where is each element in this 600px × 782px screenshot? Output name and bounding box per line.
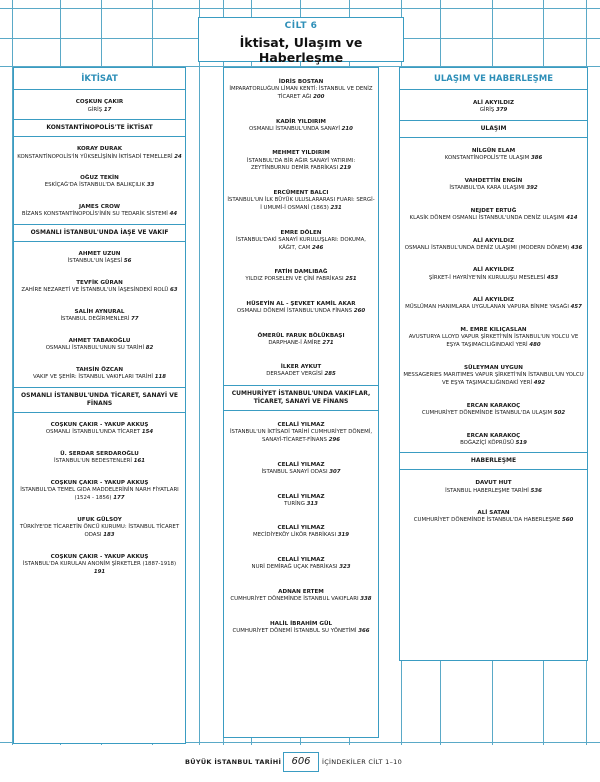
entry-author: DAVUT HUT	[475, 480, 512, 487]
entry-title: YILDIZ PORSELEN VE ÇİNİ FABRİKASI	[245, 276, 344, 283]
entry-title-line	[403, 517, 584, 525]
entry-title-line	[17, 154, 182, 162]
toc-entry[interactable]	[400, 287, 587, 317]
entry-author: KADİR YILDIRIM	[275, 118, 327, 125]
toc-entry[interactable]	[224, 482, 378, 514]
entry-title-line	[17, 107, 182, 115]
toc-entry[interactable]	[224, 578, 378, 610]
section-heading: CUMHURİYET İSTANBUL'UNDA VAKIFLAR, TİCARET, SANAYİ VE FİNANS	[224, 385, 378, 411]
entry-page-number: 231	[330, 204, 342, 211]
toc-entry[interactable]	[224, 514, 378, 546]
entry-author: UFUK GÜLSOY	[77, 516, 122, 523]
entry-page-number: 210	[341, 125, 353, 132]
entry-page-number: 379	[495, 107, 508, 114]
entry-author: CELALİ YILMAZ	[277, 422, 325, 429]
toc-entry[interactable]	[400, 257, 587, 287]
toc-entry[interactable]	[224, 218, 378, 258]
entry-title-line	[17, 211, 182, 219]
entry-author: İDRİS BOSTAN	[278, 79, 324, 86]
toc-entry[interactable]	[224, 353, 378, 385]
entry-author: ERCAN KARAKOÇ	[466, 432, 521, 439]
entry-author: NİLGÜN ELAM	[471, 147, 516, 154]
toc-entry[interactable]	[224, 179, 378, 219]
entry-title: KLASİK DÖNEM OSMANLI İSTANBUL'UNDA DENİZ ULAŞIMI	[409, 214, 565, 221]
entry-page-number: 183	[103, 531, 115, 538]
entry-author: CELALİ YILMAZ	[277, 461, 325, 468]
entry-title-line	[227, 596, 375, 604]
entry-title-line	[17, 561, 182, 577]
entry-title-line	[17, 487, 182, 503]
entry-title: İSTANBUL'DA BİR AĞIR SANAYİ YATIRIMI: ZEYTİNBURNU DEMİR FABRİKASI	[246, 157, 356, 172]
entry-title-line	[403, 372, 584, 388]
entry-author: AHMET UZUN	[78, 251, 121, 258]
toc-entry[interactable]	[14, 544, 185, 581]
entry-title-line	[403, 107, 584, 115]
entry-title-line	[227, 197, 375, 213]
entry-author: SÜLEYMAN UYGUN	[464, 364, 523, 371]
entry-page-number: 502	[553, 409, 566, 416]
entry-page-number: 271	[322, 339, 334, 346]
toc-entry[interactable]	[14, 358, 185, 387]
entry-title: AVUSTURYA LLOYD VAPUR ŞİRKETİ'NİN İSTANBUL'UN YOLCU VE EŞYA TAŞIMACILIĞINDAKİ YERİ	[408, 334, 579, 349]
column-middle	[223, 67, 379, 738]
entry-author: COŞKUN ÇAKIR - YAKUP AKKUŞ	[50, 480, 149, 487]
toc-entry[interactable]	[400, 90, 587, 120]
entry-title: İSTANBUL SANAYİ ODASI	[261, 468, 328, 475]
page-number: 606	[283, 752, 319, 772]
entry-page-number: 177	[113, 495, 125, 502]
entry-page-number: 386	[530, 155, 543, 162]
toc-entry[interactable]	[14, 166, 185, 195]
entry-title-line	[227, 126, 375, 134]
toc-entry[interactable]	[14, 507, 185, 544]
section-heading: OSMANLI İSTANBUL'UNDA TİCARET, SANAYİ VE FİNANS	[14, 387, 185, 413]
entry-title: İSTANBUL'UN BEDESTENLERİ	[54, 458, 132, 465]
entry-page-number: 82	[145, 345, 154, 352]
toc-entry[interactable]	[400, 500, 587, 530]
entry-title-line	[403, 215, 584, 223]
entry-title-line	[403, 488, 584, 496]
entry-author: CELALİ YILMAZ	[277, 557, 325, 564]
entry-author: HALİL İBRAHİM GÜL	[269, 620, 333, 627]
entry-author: ERCÜMENT BALCI	[273, 190, 329, 197]
entry-page-number: 319	[337, 532, 350, 539]
entry-page-number: 338	[360, 595, 372, 602]
column-heading: ULAŞIM VE HABERLEŞME	[400, 68, 587, 90]
entry-page-number: 307	[329, 468, 341, 475]
entry-author: JAMES CROW	[78, 204, 121, 211]
toc-entry[interactable]	[400, 393, 587, 423]
entry-title: KONSTANTİNOPOLİS'TE ULAŞIM	[444, 155, 530, 162]
entry-title-line	[227, 429, 375, 445]
entry-author: MEHMET YILDIRIM	[272, 150, 330, 157]
entry-title-line	[403, 155, 584, 163]
column-iktisat	[13, 67, 186, 744]
entry-page-number: 323	[339, 564, 351, 571]
entry-page-number: 24	[174, 153, 182, 160]
section-heading: KONSTANTİNOPOLİS'TE İKTİSAT	[14, 119, 185, 137]
entry-title-line	[227, 237, 375, 253]
entry-author: COŞKUN ÇAKIR - YAKUP AKKUŞ	[50, 422, 149, 429]
toc-entry[interactable]	[14, 300, 185, 329]
toc-entry[interactable]	[14, 137, 185, 166]
entry-page-number: 480	[529, 342, 541, 349]
entry-title-line	[227, 371, 375, 379]
toc-entry[interactable]	[14, 271, 185, 300]
toc-entry[interactable]	[224, 609, 378, 641]
entry-author: M. EMRE KILIÇASLAN	[460, 327, 527, 334]
entry-page-number: 392	[526, 184, 538, 191]
toc-entry[interactable]	[14, 90, 185, 119]
toc-entry[interactable]	[224, 546, 378, 578]
entry-page-number: 33	[146, 182, 155, 189]
entry-title-line	[17, 374, 182, 382]
entry-page-number: 246	[312, 244, 324, 251]
toc-entry[interactable]	[224, 290, 378, 322]
entry-title: CUMHURİYET DÖNEMİ İSTANBUL SU YÖNETİMİ	[232, 627, 357, 634]
entry-title-line	[403, 275, 584, 283]
entry-page-number: 560	[561, 517, 574, 524]
entry-title: TURİNG	[284, 500, 305, 507]
entry-title-line	[227, 628, 375, 636]
entry-page-number: 44	[169, 211, 178, 218]
entry-title: İSTANBUL'DAKİ SANAYİ KURULUŞLARI: DOKUMA, KÂĞIT, CAM	[235, 236, 366, 251]
entry-title: İSTANBUL DEĞİRMENLERİ	[60, 316, 130, 323]
toc-entry[interactable]	[400, 317, 587, 355]
entry-author: NEJDET ERTUĞ	[470, 207, 517, 214]
volume-number: CİLT 6	[284, 21, 318, 31]
entry-title-line	[227, 276, 375, 284]
toc-entry[interactable]	[400, 470, 587, 500]
entry-title-line	[17, 458, 182, 466]
entry-page-number: 17	[103, 106, 112, 113]
entry-page-number: 366	[358, 627, 370, 634]
entry-title-line	[17, 287, 182, 295]
toc-entry[interactable]	[224, 321, 378, 353]
entry-page-number: 313	[306, 500, 318, 507]
entry-author: ÖMERÜL FARUK BÖLÜKBAŞI	[257, 332, 345, 339]
toc-entry[interactable]	[224, 108, 378, 140]
entry-title-line	[227, 469, 375, 477]
entry-page-number: 436	[570, 244, 583, 251]
entry-title: ŞİRKET-İ HAYRİYE'NİN KURULUŞU MESELESİ	[428, 274, 546, 281]
entry-title: CUMHURİYET DÖNEMİNDE İSTANBUL'DA HABERLEŞME	[413, 517, 561, 524]
entry-title-line	[227, 308, 375, 316]
entry-page-number: 414	[566, 214, 578, 221]
entry-author: KORAY DURAK	[76, 146, 123, 153]
toc-entry[interactable]	[14, 442, 185, 471]
entry-page-number: 251	[345, 276, 357, 283]
entry-page-number: 519	[515, 439, 527, 446]
entry-page-number: 536	[530, 487, 542, 494]
entry-title-line	[403, 245, 584, 253]
entry-title: OSMANLI DÖNEMİ İSTANBUL'UNDA FİNANS	[236, 308, 353, 315]
entry-title-line	[17, 182, 182, 190]
toc-entry[interactable]	[400, 168, 587, 198]
entry-title-line	[17, 345, 182, 353]
entry-title: İSTANBUL'UN İLK BÜYÜK ULUSLARARASI FUARI: SERGİ-İ UMUMİ-İ OSMANİ (1863)	[227, 197, 375, 211]
entry-title: CUMHURİYET DÖNEMİNDE İSTANBUL VAKIFLARI	[230, 595, 359, 602]
toc-entry[interactable]	[14, 329, 185, 358]
entry-author: TAHSİN ÖZCAN	[75, 367, 124, 374]
section-heading: HABERLEŞME	[400, 452, 587, 470]
entry-title-line	[403, 304, 584, 312]
entry-page-number: 296	[328, 437, 340, 444]
entry-page-number: 219	[339, 165, 352, 172]
entry-author: AHMET TABAKOĞLU	[68, 338, 131, 345]
toc-entry[interactable]	[14, 471, 185, 508]
entry-author: ALİ AKYILDIZ	[472, 297, 515, 304]
footer-contents-label: İÇİNDEKİLER CİLT 1–10	[322, 758, 403, 766]
entry-title: BİZANS KONSTANTİNOPOLİS'İNİN SU TEDARİK SİSTEMİ	[21, 211, 168, 218]
entry-page-number: 200	[313, 94, 325, 101]
entry-author: ALİ AKYILDIZ	[472, 237, 515, 244]
entry-title: İSTANBUL HABERLEŞME TARİHİ	[445, 487, 529, 494]
entry-title-line	[17, 258, 182, 266]
entry-author: ALİ AKYILDIZ	[472, 267, 515, 274]
entry-title-line	[227, 564, 375, 572]
entry-author: VAHDETTİN ENGİN	[464, 177, 523, 184]
entry-title-line	[403, 185, 584, 193]
entry-author: ERCAN KARAKOÇ	[466, 402, 521, 409]
entry-page-number: 457	[570, 304, 582, 311]
entry-author: İLKER AYKUT	[280, 364, 322, 371]
toc-entry[interactable]	[224, 68, 378, 108]
entry-title-line	[227, 532, 375, 540]
toc-entry[interactable]	[224, 139, 378, 179]
entry-title: GİRİŞ	[479, 107, 495, 114]
entry-title: MECİDİYEKÖY LİKÖR FABRİKASI	[252, 532, 337, 539]
entry-author: HÜSEYİN AL - ŞEVKET KAMİL AKAR	[246, 300, 356, 307]
entry-title: TÜRKİYE'DE TİCARETİN ÖNCÜ KURUMU: İSTANBUL TİCARET ODASI	[19, 523, 180, 538]
entry-title: DERSAADET VERGİSİ	[266, 371, 323, 378]
toc-entry[interactable]	[224, 411, 378, 451]
section-heading: OSMANLI İSTANBUL'UNDA İAŞE VE VAKIF	[14, 224, 185, 242]
entry-page-number: 260	[353, 308, 366, 315]
column-ulasim-haberlesme	[399, 67, 588, 661]
entry-title: İSTANBUL'UN İAŞESİ	[67, 258, 123, 265]
entry-author: Ü. SERDAR SERDAROĞLU	[60, 451, 139, 458]
footer-series-title: BÜYÜK İSTANBUL TARİHİ	[185, 758, 282, 766]
volume-header	[198, 17, 404, 65]
entry-page-number: 154	[141, 429, 154, 436]
entry-author: SALİH AYNURAL	[74, 309, 125, 316]
entry-page-number: 191	[93, 568, 106, 575]
entry-title: OSMANLI İSTANBUL'UNDA TİCARET	[45, 429, 141, 436]
entry-author: CELALİ YILMAZ	[277, 525, 325, 532]
toc-entry[interactable]	[14, 413, 185, 442]
toc-entry[interactable]	[400, 355, 587, 393]
entry-page-number: 161	[133, 458, 145, 465]
entry-title: KONSTANTİNOPOLİS'İN YÜKSELİŞİNİN İKTİSADİ TEMELLERİ	[17, 153, 173, 160]
entry-title: İMPARATORLUĞUN LİMAN KENTİ: İSTANBUL VE DENİZ TİCARET AĞI	[229, 86, 373, 101]
entry-author: TEVFİK GÜRAN	[76, 280, 123, 287]
entry-page-number: 492	[533, 379, 546, 386]
entry-page-number: 453	[546, 274, 559, 281]
entry-title-line	[17, 429, 182, 437]
entry-page-number: 77	[131, 316, 139, 323]
entry-title: CUMHURİYET DÖNEMİNDE İSTANBUL'DA ULAŞIM	[421, 409, 553, 416]
entry-title: OSMANLI İSTANBUL'UNDA SANAYİ	[249, 125, 340, 132]
column-heading: İKTİSAT	[14, 68, 185, 90]
entry-title-line	[227, 86, 375, 102]
entry-title-line	[227, 158, 375, 174]
toc-entry[interactable]	[224, 451, 378, 483]
entry-page-number: 63	[170, 287, 178, 294]
entry-title-line	[227, 340, 375, 348]
entry-title-line	[17, 524, 182, 540]
entry-author: OĞUZ TEKİN	[80, 175, 119, 182]
volume-title: İktisat, Ulaşım ve Haberleşme	[239, 35, 363, 65]
entry-title: DARPHANE-İ ÂMİRE	[268, 339, 321, 346]
entry-author: ALİ SATAN	[477, 510, 510, 517]
entry-page-number: 56	[123, 258, 132, 265]
entry-title-line	[17, 316, 182, 324]
entry-author: CELALİ YILMAZ	[277, 493, 325, 500]
entry-title-line	[227, 501, 375, 509]
entry-title-line	[403, 410, 584, 418]
entry-author: COŞKUN ÇAKIR - YAKUP AKKUŞ	[50, 553, 149, 560]
entry-title: İSTANBUL'DA KARA ULAŞIMI	[449, 184, 525, 191]
entry-title: ZAHİRE NEZARETİ VE İSTANBUL'UN İAŞESİNDEKİ ROLÜ	[21, 287, 169, 294]
page-footer	[0, 752, 600, 772]
entry-author: FATİH DAMLIBAĞ	[274, 269, 328, 276]
entry-title: OSMANLI İSTANBUL'UNDA DENİZ ULAŞIMI (MODERN DÖNEM)	[404, 244, 570, 251]
entry-title: NURİ DEMİRAĞ UÇAK FABRİKASI	[251, 564, 338, 571]
toc-entry[interactable]	[14, 195, 185, 224]
toc-entry[interactable]	[14, 242, 185, 271]
entry-title: İSTANBUL'UN İKTİSADİ TARİHİ CUMHURİYET DÖNEMİ, SANAYİ-TİCARET-FİNANS	[229, 429, 373, 444]
entry-author: EMRE DÖLEN	[280, 229, 322, 236]
toc-entry[interactable]	[400, 228, 587, 258]
entry-title: VAKIF VE ŞEHİR: İSTANBUL VAKIFLARI TARİHİ	[33, 374, 153, 381]
entry-title: OSMANLI İSTANBUL'UNUN SU TARİHİ	[45, 345, 145, 352]
entry-title: ESKİÇAĞ'DA İSTANBUL'DA BALIKÇILIK	[44, 182, 146, 189]
toc-entry[interactable]	[224, 258, 378, 290]
entry-title: İSTANBUL'DA KURULAN ANONİM ŞİRKETLER (1887-1918)	[22, 560, 177, 567]
entry-author: ALİ AKYILDIZ	[472, 100, 515, 106]
entry-page-number: 285	[324, 371, 336, 378]
entry-page-number: 118	[154, 374, 166, 381]
entry-title: MESSAGERIES MARITIMES VAPUR ŞİRKETİ'NİN İSTANBUL'UN YOLCU VE EŞYA TAŞIMACILIĞINDAKİ YERİ	[403, 372, 584, 386]
entry-title-line	[403, 334, 584, 350]
entry-title: MÜSLÜMAN HANIMLARA UYGULANAN VAPURA BİNME YASAĞI	[405, 304, 569, 311]
toc-entry[interactable]	[400, 138, 587, 168]
entry-author: COŞKUN ÇAKIR	[75, 99, 124, 106]
entry-title: İSTANBUL'DA TEMEL GIDA MADDELERİNİN NARH FİYATLARI (1524 - 1856)	[20, 487, 179, 502]
toc-entry[interactable]	[400, 198, 587, 228]
entry-title-line	[403, 440, 584, 448]
toc-entry[interactable]	[400, 423, 587, 453]
entry-author: ADNAN ERTEM	[278, 588, 324, 595]
entry-title: GİRİŞ	[87, 106, 103, 113]
entry-title: BOĞAZİÇİ KÖPRÜSÜ	[460, 439, 514, 446]
section-heading: ULAŞIM	[400, 120, 587, 138]
